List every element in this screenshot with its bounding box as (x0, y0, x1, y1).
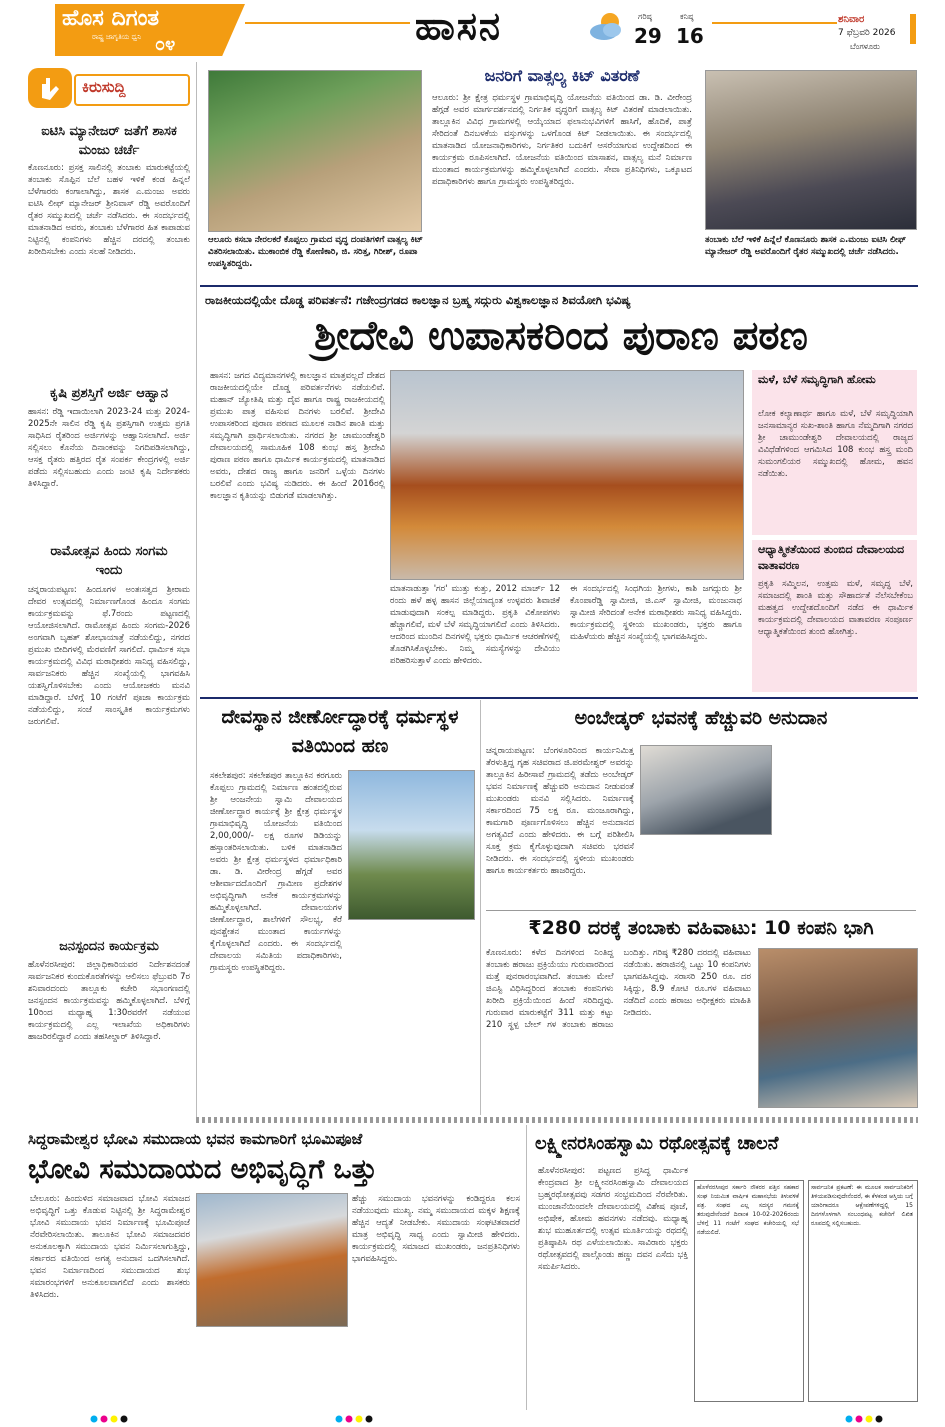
city-title: ಹಾಸನ (415, 4, 503, 48)
box1-title: ಮಳೆ, ಬೆಳೆ ಸಮೃದ್ಧಿಗಾಗಿ ಹೋಮ (758, 373, 876, 386)
top-right-photo (705, 70, 917, 230)
bhovi-col2: ಹೆಚ್ಚು ಸಮುದಾಯ ಭವನಗಳನ್ನು ಕಂಡಿದ್ದರೂ ಕಲಸ ನಡೆಯುವುದು ಮುಖ್ಯ. ನಮ್ಮ ಸಮುದಾಯದ ಮಕ್ಕಳ ಶಿಕ್ಷಣಕ್ಕೆ ಹೆಚ್ಚಿನ ಆದ್ಯತೆ ನೀಡಬೇಕು. ಸಮುದಾಯ ಸಂಘಟಿತವಾದರೆ ಮಾತ್ರ ಅಭಿವೃದ್ಧಿ ಸಾಧ್ಯ ಎಂದು ಸ್ವಾಮೀಜಿ ಹೇಳಿದರು. ಕಾರ್ಯಕ್ರಮದಲ್ಲಿ ಸಮಾಜದ ಮುಖಂಡರು, ಜನಪ್ರತಿನಿಧಿಗಳು ಭಾಗವಹಿಸಿದ್ದರು. (352, 1194, 520, 1264)
s1-title: ಐಟಿಸಿ ಮ್ಯಾನೇಜರ್ ಜತೆಗೆ ಶಾಸಕ ಮಂಜು ಚರ್ಚೆ (41, 124, 177, 158)
sidebar (28, 62, 191, 1117)
top-left-photo (208, 70, 422, 232)
s3-body: ಚನ್ನರಾಯಪಟ್ಟಣ: ಹಿಂದೂಗಳ ಅಂತಃಸತ್ವದ ಶ್ರೀರಾಮ ದೇವರ ಉತ್ಸವದಲ್ಲಿ ನಿರ್ಮಾಣಗೊಂಡ ಹಿಂದೂ ಸಂಗಮ ಕಾರ್ಯಕ್ರಮವನ್ನು ಫೆ.7ರಂದು ಪಟ್ಟಣದಲ್ಲಿ ಆಯೋಜಿಸಲಾಗಿದೆ. ರಾಮೋತ್ಸವ ಹಿಂದು ಸಂಗಮ-2026 ಅಂಗವಾಗಿ ಬೃಹತ್ ಶೋಭಾಯಾತ್ರೆ ನಡೆಯಲಿದ್ದು, ನಗರದ ಪ್ರಮುಖ ಬೀದಿಗಳಲ್ಲಿ ಮೆರವಣಿಗೆ ಸಾಗಲಿದೆ. ಧಾರ್ಮಿಕ ಸಭಾ ಕಾರ್ಯಕ್ರಮದಲ್ಲಿ ವಿವಿಧ ಮಠಾಧೀಶರು ಸಾನಿಧ್ಯ ವಹಿಸಲಿದ್ದು, ಸಾರ್ವಜನಿಕರು ಹೆಚ್ಚಿನ ಸಂಖ್ಯೆಯಲ್ಲಿ ಭಾಗವಹಿಸಿ ಯಶಸ್ವಿಗೊಳಿಸಬೇಕು ಎಂದು ಆಯೋಜಕರು ಮನವಿ ಮಾಡಿದ್ದಾರೆ. ಬೆಳಿಗ್ಗೆ 10 ಗಂಟೆಗೆ ಪೂಜಾ ಕಾರ್ಯಕ್ರಮ ನಡೆಯಲಿದ್ದು, ಸಂಜೆ ಸಾಂಸ್ಕೃತಿಕ ಕಾರ್ಯಕ್ರಮಗಳು ಜರುಗಲಿವೆ. (28, 585, 190, 727)
min-temp-label: ಕನಿಷ್ಠ (680, 12, 694, 21)
notice-1-text: ಹೊಳೆನರಸೀಪುರ ಸರ್ಕಾರಿ ನೌಕರರ ಪತ್ತಿನ ಸಹಕಾರ ಸಂಘ ನಿಯಮಿತ ವಾರ್ಷಿಕ ಮಹಾಸಭೆಯ ತಿಳುವಳಿಕೆ ಪತ್ರ. ಸಂಘದ ಎಲ್ಲ ಸದಸ್ಯರ ಗಮನಕ್ಕೆ ತರುವುದೇನೆಂದರೆ ದಿನಾಂಕ 10-02-2026ರಂದು ಬೆಳಿಗ್ಗೆ 11 ಗಂಟೆಗೆ ಸಂಘದ ಕಚೇರಿಯಲ್ಲಿ ಸಭೆ ನಡೆಯಲಿದೆ. (697, 1184, 799, 1236)
kirusuddi-label: ಕಿರುಸುದ್ದಿ (82, 78, 126, 96)
main-kicker: ರಾಜಕೀಯದಲ್ಲಿಯೇ ದೊಡ್ಡ ಪರಿವರ್ತನೆ: ಗಜೇಂದ್ರಗಡದ ಕಾಲಜ್ಞಾನ ಬ್ರಹ್ಮ ಸದ್ಗುರು ವಿಶ್ವಕಾಲಜ್ಞಾನ ಶಿವಯೋಗಿ ಭವಿಷ್ಯ (205, 293, 631, 307)
temple-headline: ದೇವಸ್ಥಾನ ಜೀರ್ಣೋದ್ಧಾರಕ್ಕೆ ಧರ್ಮಸ್ಥಳ ವತಿಯಿಂದ ಹಣ (221, 706, 459, 757)
temple-photo (348, 770, 475, 920)
box2-body: ಪ್ರಕೃತಿ ಸಮ್ಮಿಲನ, ಉತ್ತಮ ಮಳೆ, ಸಮೃದ್ಧ ಬೆಳೆ, ಸಮಾಜದಲ್ಲಿ ಶಾಂತಿ ಮತ್ತು ಸೌಹಾರ್ದತೆ ನೆಲೆಸಬೇಕೆಂಬ ಮಹತ್ವದ ಉದ್ದೇಶದೊಂದಿಗೆ ನಡೆದ ಈ ಧಾರ್ಮಿಕ ಕಾರ್ಯಕ್ರಮದಲ್ಲಿ ದೇವಾಲಯದ ವಾತಾವರಣ ಸಂಪೂರ್ಣ ಆಧ್ಯಾತ್ಮಿಕತೆಯಿಂದ ತುಂಬಿ ಹೋಗಿತ್ತು. (758, 579, 913, 637)
top-left-caption: ಆಲೂರು ಕಸಬಾ ನೇರಲಕರೆ ಕೊಪ್ಪಲು ಗ್ರಾಮದ ವೃದ್ಧ ದಂಪತಿಗಳಿಗೆ ವಾತ್ಸಲ್ಯ ಕಿಟ್ ವಿತರಿಸಲಾಯಿತು. ಮುಕಾಂಬಿಕ ರೆಡ್ಡಿ ಕೋಣಿಕಾರಿ, ಜಿ. ಸರಿತ್ತ, ಗಿರೀಶ್, ರೂಪಾ ಉಪಸ್ಥಿತರಿದ್ದರು. (208, 235, 423, 269)
main-photo (390, 370, 744, 580)
top-middle-headline: ಜನರಿಗೆ ವಾತ್ಸಲ್ಯ ಕಿಟ್ ವಿತರಣೆ (484, 66, 640, 85)
lakshmi-headline: ಲಕ್ಷ್ಮೀನರಸಿಂಹಸ್ವಾಮಿ ರಥೋತ್ಸವಕ್ಕೆ ಚಾಲನೆ (535, 1133, 779, 1154)
s4-body: ಹೊಳೆನರಸೀಪುರ: ಜಿಲ್ಲಾಧಿಕಾರಿಯವರ ನಿರ್ದೇಶನದಂತೆ ಸಾರ್ವಜನಿಕರ ಕುಂದುಕೊರತೆಗಳನ್ನು ಆಲಿಸಲು ಫೆಬ್ರುವರಿ 7ರ ಶನಿವಾರದಂದು ತಾಲ್ಲೂಕು ಕಚೇರಿ ಸಭಾಂಗಣದಲ್ಲಿ ಜನಸ್ಪಂದನ ಕಾರ್ಯಕ್ರಮವನ್ನು ಹಮ್ಮಿಕೊಳ್ಳಲಾಗಿದೆ. ಬೆಳಿಗ್ಗೆ 10ರಿಂದ ಮಧ್ಯಾಹ್ನ 1:30ರವರೆಗೆ ನಡೆಯುವ ಕಾರ್ಯಕ್ರಮದಲ್ಲಿ ಎಲ್ಲ ಇಲಾಖೆಯ ಅಧಿಕಾರಿಗಳು ಹಾಜರಿರಲಿದ್ದಾರೆ ಎಂದು ತಹಸೀಲ್ದಾರ್ ತಿಳಿಸಿದ್ದಾರೆ. (28, 960, 190, 1042)
main-col1: ಹಾಸನ: ಜಗದ ವಿದ್ಯಮಾನಗಳಲ್ಲಿ ಕಾಲಜ್ಞಾನ ಮಾತ್ರವಲ್ಲದೆ ದೇಶದ ರಾಜಕೀಯದಲ್ಲಿಯೇ ದೊಡ್ಡ ಪರಿವರ್ತನೆಗಳು ನಡೆಯಲಿವೆ. ಮಹಾನ್ ಜ್ಯೋತಿಷಿ ಮತ್ತು ದೈವ ಹಾಗೂ ರಾಷ್ಟ್ರ ರಾಜಕೀಯದಲ್ಲಿ ಪ್ರಮುಖ ಪಾತ್ರ ವಹಿಸುವ ದಿನಗಳು ಬರಲಿವೆ. ಶ್ರೀದೇವಿ ಉಪಾಸಕರಿಂದ ಪುರಾಣ ಪಠಣದ ಮೂಲಕ ನಾಡಿನ ಶಾಂತಿ ಮತ್ತು ಸಮೃದ್ಧಿಗಾಗಿ ಪ್ರಾರ್ಥಿಸಲಾಯಿತು. ನಗರದ ಶ್ರೀ ಚಾಮುಂಡೇಶ್ವರಿ ದೇವಾಲಯದಲ್ಲಿ ಸಾಮೂಹಿಕ 108 ಕುಂಭ ಹಸ್ತ ಶ್ರೀದೇವಿ ಪುರಾಣ ಪಠಣ ಹಾಗೂ ಧಾರ್ಮಿಕ ಕಾರ್ಯಕ್ರಮದಲ್ಲಿ ಮಾತನಾಡಿದ ಅವರು, ದೇಶದ ರಾಜ್ಯ ಹಾಗೂ ಜನರಿಗೆ ಒಳ್ಳೆಯ ದಿನಗಳು ಬರಲಿವೆ ಎಂದು ಭವಿಷ್ಯ ನುಡಿದರು. ಈ ಹಿಂದೆ 2016ರಲ್ಲಿ ಕಾಲಜ್ಞಾನ ಕೃತಿಯನ್ನು ಬಿಡುಗಡೆ ಮಾಡಲಾಗಿತ್ತು. (210, 371, 385, 501)
max-temp: 29 (634, 24, 662, 48)
box1-body: ಲೋಕ ಕಲ್ಯಾಣಾರ್ಥ ಹಾಗೂ ಮಳೆ, ಬೆಳೆ ಸಮೃದ್ಧಿಯಾಗಿ ಜನಸಾಮಾನ್ಯರ ಸುಖ-ಶಾಂತಿ ಹಾಗೂ ನೆಮ್ಮದಿಗಾಗಿ ನಗರದ ಶ್ರೀ ಚಾಮುಂಡೇಶ್ವರಿ ದೇವಾಲಯದಲ್ಲಿ ರಾಜ್ಯದ ವಿವಿಧೆಡೆಗಳಿಂದ ಆಗಮಿಸಿದ 108 ಕುಂಭ ಹಸ್ತ್ರ ಮಂದಿ ಸುಮಂಗಲಿಯರ ಸಮ್ಮುಖದಲ್ಲಿ ಹೋಮ, ಹವನ ನಡೆಯಿತು. (758, 409, 913, 479)
weather-icon (588, 10, 626, 42)
top-middle-body: ಆಲೂರು: ಶ್ರೀ ಕ್ಷೇತ್ರ ಧರ್ಮಸ್ಥಳ ಗ್ರಾಮಾಭಿವೃದ್ಧಿ ಯೋಜನೆಯ ವತಿಯಿಂದ ಡಾ. ಡಿ. ವೀರೇಂದ್ರ ಹೆಗ್ಗಡೆ ಅವರ ಮಾರ್ಗದರ್ಶನದಲ್ಲಿ ನಿರ್ಗತಿಕ ವೃದ್ಧರಿಗೆ ವಾತ್ಸಲ್ಯ ಕಿಟ್ ವಿತರಣೆ ಮಾಡಲಾಯಿತು. ತಾಲ್ಲೂಕಿನ ವಿವಿಧ ಗ್ರಾಮಗಳಲ್ಲಿ ಆಯ್ಕೆಯಾದ ಫಲಾನುಭವಿಗಳಿಗೆ ಹಾಸಿಗೆ, ಹೊದಿಕೆ, ಪಾತ್ರೆ ಸೇರಿದಂತೆ ದಿನಬಳಕೆಯ ವಸ್ತುಗಳನ್ನು ಒಳಗೊಂಡ ಕಿಟ್ ನೀಡಲಾಯಿತು. ಈ ಸಂದರ್ಭದಲ್ಲಿ ಮಾತನಾಡಿದ ಯೋಜನಾಧಿಕಾರಿಗಳು, ನಿರ್ಗತಿಕರ ಬದುಕಿಗೆ ಆಸರೆಯಾಗುವ ಉದ್ದೇಶದಿಂದ ಈ ಕಾರ್ಯಕ್ರಮ ರೂಪಿಸಲಾಗಿದೆ. ಯೋಜನೆಯ ವತಿಯಿಂದ ಮಾಸಾಶನ, ವಾತ್ಸಲ್ಯ ಮನೆ ನಿರ್ಮಾಣ ಮುಂತಾದ ಕಾರ್ಯಕ್ರಮಗಳನ್ನು ಹಮ್ಮಿಕೊಳ್ಳಲಾಗಿದೆ ಎಂದರು. ಸೇವಾ ಪ್ರತಿನಿಧಿಗಳು, ಒಕ್ಕೂಟದ ಪದಾಧಿಕಾರಿಗಳು ಹಾಗೂ ಗ್ರಾಮಸ್ಥರು ಉಪಸ್ಥಿತರಿದ್ದರು. (432, 93, 692, 187)
s3-title: ರಾಮೋತ್ಸವ ಹಿಂದು ಸಂಗಮ ಇಂದು (50, 544, 168, 578)
main-col3: ಈ ಸಂದರ್ಭದಲ್ಲಿ ಸಿಂಧಗಿಯ ಶ್ರೀಗಳು, ಕಾಶಿ ಜಗದ್ಗುರು ಶ್ರೀ ಕೊಂಪಾರೆಡ್ಡಿ ಸ್ವಾಮೀಜಿ, ಜಿ.ಎಸ್ ಸ್ವಾಮೀಜಿ, ಮಂಜುನಾಥ ಸ್ವಾಮೀಜಿ ಸೇರಿದಂತೆ ಅನೇಕ ಮಠಾಧೀಶರು ಸಾನಿಧ್ಯ ವಹಿಸಿದ್ದರು. ಕಾರ್ಯಕ್ರಮದಲ್ಲಿ ಸ್ಥಳೀಯ ಮುಖಂಡರು, ಭಕ್ತರು ಹಾಗೂ ಮಹಿಳೆಯರು ಹೆಚ್ಚಿನ ಸಂಖ್ಯೆಯಲ್ಲಿ ಭಾಗವಹಿಸಿದ್ದರು. (570, 584, 742, 642)
min-temp: 16 (676, 24, 704, 48)
ambedkar-headline: ಅಂಬೇಡ್ಕರ್ ಭವನಕ್ಕೆ ಹೆಚ್ಚುವರಿ ಅನುದಾನ (574, 707, 828, 729)
notice-2-text: ಸಾರ್ವಜನಿಕ ಪ್ರಕಟಣೆ: ಈ ಮೂಲಕ ಸಾರ್ವಜನಿಕರಿಗೆ ತಿಳಿಯಪಡಿಸುವುದೇನೆಂದರೆ, ಈ ಕೆಳಕಂಡ ಆಸ್ತಿಯ ಬಗ್ಗೆ ಯಾರಿಗಾದರೂ ಆಕ್ಷೇಪಣೆಗಳಿದ್ದಲ್ಲಿ 15 ದಿನಗಳೊಳಗಾಗಿ ಸಂಬಂಧಪಟ್ಟ ಕಚೇರಿಗೆ ಲಿಖಿತ ರೂಪದಲ್ಲಿ ಸಲ್ಲಿಸಬಹುದು. (811, 1184, 913, 1227)
registration-dots-right (845, 1408, 905, 1416)
tobacco-headline: ₹280 ದರಕ್ಕೆ ತಂಬಾಕು ವಹಿವಾಟು: 10 ಕಂಪನಿ ಭಾಗಿ (528, 917, 874, 939)
registration-dots-left (90, 1408, 150, 1416)
s4-title: ಜನಸ್ಪಂದನ ಕಾರ್ಯಕ್ರಮ (59, 939, 159, 954)
logo-text: ಹೊಸ ದಿಗಂತ (62, 6, 160, 31)
edition-label: ಬೆಂಗಳೂರು (850, 42, 880, 51)
bhovi-col1: ಬೇಲೂರು: ಹಿಂದುಳಿದ ಸಮಾಜವಾದ ಭೋವಿ ಸಮಾಜದ ಅಭಿವೃದ್ಧಿಗೆ ಒತ್ತು ಕೊಡುವ ನಿಟ್ಟಿನಲ್ಲಿ ಶ್ರೀ ಸಿದ್ಧರಾಮೇಶ್ವರ ಭೋವಿ ಸಮುದಾಯ ಭವನ ನಿರ್ಮಾಣಕ್ಕೆ ಭೂಮಿಪೂಜೆ ನೆರವೇರಿಸಲಾಯಿತು. ತಾಲೂಕಿನ ಭೋವಿ ಸಮಾಜದವರ ಅನುಕೂಲಕ್ಕಾಗಿ ಸಮುದಾಯ ಭವನ ನಿರ್ಮಿಸಲಾಗುತ್ತಿದ್ದು, ಸರ್ಕಾರದ ವತಿಯಿಂದ ಅಗತ್ಯ ಅನುದಾನ ಒದಗಿಸಲಾಗಿದೆ. ಭವನ ನಿರ್ಮಾಣದಿಂದ ಸಮುದಾಯದ ಶುಭ ಸಮಾರಂಭಗಳಿಗೆ ಅನುಕೂಲವಾಗಲಿದೆ ಎಂದು ಶಾಸಕರು ತಿಳಿಸಿದರು. (30, 1194, 190, 1300)
tobacco-photo (758, 948, 918, 1108)
day-label: ಶನಿವಾರ (838, 14, 865, 25)
main-col2: ಮಾತನಾಡುತ್ತಾ 'ಗರ' ಮುತ್ತು ಕುತ್ತು, 2012 ಮಾರ್ಚ್ 12 ರಂದು ಹಳೆ ಹಳ್ಳ ಹಾಸನ ಜಿಲ್ಲೆಯಾದ್ಯಂತ ಉಳ್ಳವರು ಶಿವಾಜಿಕೆ ಮಾಡುವುದಾಗಿ ಸಂಕಲ್ಪ ಮಾಡಿದ್ದರು. ಪ್ರಕೃತಿ ವಿಕೋಪಗಳು ಹೆಚ್ಚಾಗಲಿವೆ, ಮಳೆ ಬೆಳೆ ಸಮೃದ್ಧಿಯಾಗಲಿದೆ ಎಂದು ತಿಳಿಸಿದರು. ಆದರಿಂದ ಮುಂದಿನ ದಿನಗಳಲ್ಲಿ ಭಕ್ತರು ಧಾರ್ಮಿಕ ಆಚರಣೆಗಳಲ್ಲಿ ತೊಡಗಿಸಿಕೊಳ್ಳಬೇಕು. ನಿಮ್ಮ ಸಮಸ್ಯೆಗಳನ್ನು ದೇವಿಯು ಪರಿಹರಿಸುತ್ತಾಳೆ ಎಂದು ಹೇಳಿದರು. (390, 584, 560, 666)
bhovi-headline: ಭೋವಿ ಸಮುದಾಯದ ಅಭಿವೃದ್ಧಿಗೆ ಒತ್ತು (28, 1154, 377, 1185)
section-divider (196, 1117, 918, 1123)
page-number: ೦೪ (155, 34, 176, 55)
main-headline: ಶ್ರೀದೇವಿ ಉಪಾಸಕರಿಂದ ಪುರಾಣ ಪಠಣ (314, 313, 808, 359)
box2-title: ಆಧ್ಯಾತ್ಮಿಕತೆಯಿಂದ ತುಂಬಿದ ದೇವಾಲಯದ ವಾತಾವರಣ (758, 543, 905, 572)
s2-body: ಹಾಸನ: ರೆಡ್ಡಿ ಇದಾಯಿಲಾಗಿ 2023-24 ಮತ್ತು 2024-2025ನೇ ಸಾಲಿನ ರೆಡ್ಡಿ ಕೃಷಿ ಪ್ರಶಸ್ತಿಗಾಗಿ ಉತ್ತಮ ಪ್ರಗತಿ ಸಾಧಿಸಿದ ರೈತರಿಂದ ಅರ್ಜಿಗಳನ್ನು ಆಹ್ವಾನಿಸಲಾಗಿದೆ. ಅರ್ಜಿ ಸಲ್ಲಿಸಲು ಕೊನೆಯ ದಿನಾಂಕವನ್ನು ನಿಗದಿಪಡಿಸಲಾಗಿದ್ದು, ಆಸಕ್ತ ರೈತರು ಹತ್ತಿರದ ರೈತ ಸಂಪರ್ಕ ಕೇಂದ್ರಗಳಲ್ಲಿ ಅರ್ಜಿ ಪಡೆದು ಸಲ್ಲಿಸಬಹುದು ಎಂದು ಜಂಟಿ ಕೃಷಿ ನಿರ್ದೇಶಕರು ತಿಳಿಸಿದ್ದಾರೆ. (28, 407, 190, 489)
s2-title: ಕೃಷಿ ಪ್ರಶಸ್ತಿಗೆ ಅರ್ಜಿ ಆಹ್ವಾನ (50, 386, 168, 401)
kirusuddi-badge (28, 68, 186, 108)
masthead (0, 0, 945, 58)
registration-dots-middle (335, 1408, 395, 1416)
max-temp-label: ಗರಿಷ್ಠ (638, 12, 652, 21)
bhovi-photo (196, 1193, 348, 1327)
ambedkar-body: ಚನ್ನರಾಯಪಟ್ಟಣ: ಬೆಂಗಳೂರಿನಿಂದ ಕಾರ್ಯನಿಮಿತ್ತ ತೆರಳುತ್ತಿದ್ದ ಗೃಹ ಸಚಿವರಾದ ಜಿ.ಪರಮೇಶ್ವರ್ ಅವರನ್ನು ತಾಲ್ಲೂಕಿನ ಹಿರೀಸಾವೆ ಗ್ರಾಮದಲ್ಲಿ ತಡೆದು ಅಂಬೇಡ್ಕರ್ ಭವನ ನಿರ್ಮಾಣಕ್ಕೆ ಹೆಚ್ಚುವರಿ ಅನುದಾನ ನೀಡುವಂತೆ ಮುಖಂಡರು ಮನವಿ ಸಲ್ಲಿಸಿದರು. ನಿರ್ಮಾಣಕ್ಕೆ ಸರ್ಕಾರದಿಂದ 75 ಲಕ್ಷ ರೂ. ಮಂಜೂರಾಗಿದ್ದು, ಕಾಮಗಾರಿ ಪೂರ್ಣಗೊಳಿಸಲು ಹೆಚ್ಚಿನ ಅನುದಾನದ ಅಗತ್ಯವಿದೆ ಎಂದು ಹೇಳಿದರು. ಈ ಬಗ್ಗೆ ಪರಿಶೀಲಿಸಿ ಸೂಕ್ತ ಕ್ರಮ ಕೈಗೊಳ್ಳುವುದಾಗಿ ಸಚಿವರು ಭರವಸೆ ನೀಡಿದರು. ಈ ಸಂದರ್ಭದಲ್ಲಿ ಸ್ಥಳೀಯ ಮುಖಂಡರು ಹಾಗೂ ಕಾರ್ಯಕರ್ತರು ಹಾಜರಿದ್ದರು. (486, 746, 634, 876)
lakshmi-body: ಹೊಳೆನರಸೀಪುರ: ಪಟ್ಟಣದ ಪ್ರಸಿದ್ಧ ಧಾರ್ಮಿಕ ಕೇಂದ್ರವಾದ ಶ್ರೀ ಲಕ್ಷ್ಮೀನರಸಿಂಹಸ್ವಾಮಿ ದೇವಾಲಯದ ಬ್ರಹ್ಮರಥೋತ್ಸವವು ಸಡಗರ ಸಂಭ್ರಮದಿಂದ ನೆರವೇರಿತು. ಮುಂಜಾನೆಯಿಂದಲೇ ದೇವಾಲಯದಲ್ಲಿ ವಿಶೇಷ ಪೂಜೆ, ಅಭಿಷೇಕ, ಹೋಮ ಹವನಗಳು ನಡೆದವು. ಮಧ್ಯಾಹ್ನ ಶುಭ ಮುಹೂರ್ತದಲ್ಲಿ ಉತ್ಸವ ಮೂರ್ತಿಯನ್ನು ರಥದಲ್ಲಿ ಪ್ರತಿಷ್ಠಾಪಿಸಿ ರಥ ಎಳೆಯಲಾಯಿತು. ಸಾವಿರಾರು ಭಕ್ತರು ರಥೋತ್ಸವದಲ್ಲಿ ಪಾಲ್ಗೊಂಡು ಹಣ್ಣು ದವನ ಎಸೆದು ಭಕ್ತಿ ಸಮರ್ಪಿಸಿದರು. (538, 1166, 688, 1272)
hand-icon (28, 68, 72, 108)
s1-body: ಕೊಣನೂರು: ಪ್ರಸಕ್ತ ಸಾಲಿನಲ್ಲಿ ತಂಬಾಕು ಮಾರುಕಟ್ಟೆಯಲ್ಲಿ ತಂಬಾಕು ಸೊಪ್ಪಿನ ಬೆಲೆ ಬಹಳ ಇಳಿಕೆ ಕಂಡ ಹಿನ್ನಲೆ ಬೆಳೆಗಾರರು ಕಂಗಾಲಾಗಿದ್ದು, ಶಾಸಕ ಎ.ಮಂಜು ಅವರು ಐಟಿಸಿ ಲೀಫ್ ಮ್ಯಾನೇಜರ್ ಶ್ರೀನಿವಾಸ್ ರೆಡ್ಡಿ ಅವರೊಂದಿಗೆ ರೈತರ ಸಮ್ಮುಖದಲ್ಲಿ ಚರ್ಚೆ ನಡೆಸಿದರು. ಈ ಸಂದರ್ಭದಲ್ಲಿ ಮಾತನಾಡಿದ ಅವರು, ತಂಬಾಕು ಬೆಳೆಗಾರರ ಹಿತ ಕಾಪಾಡುವ ನಿಟ್ಟಿನಲ್ಲಿ ಕಂಪನಿಗಳು ಹೆಚ್ಚಿನ ದರದಲ್ಲಿ ತಂಬಾಕು ಖರೀದಿಸಬೇಕು ಎಂದು ಸಲಹೆ ನೀಡಿದರು. (28, 163, 190, 257)
ambedkar-photo (640, 745, 772, 835)
date-label: 7 ಫೆಬ್ರವರಿ 2026 (838, 28, 896, 38)
bhovi-kicker: ಸಿದ್ಧರಾಮೇಶ್ವರ ಭೋವಿ ಸಮುದಾಯ ಭವನ ಕಾಮಗಾರಿಗೆ ಭೂಮಿಪೂಜೆ (28, 1130, 363, 1148)
top-right-caption: ತಂಬಾಕು ಬೆಲೆ ಇಳಿಕೆ ಹಿನ್ನೆಲೆ ಕೊಣನೂರು ಶಾಸಕ ಎ.ಮಂಜು ಐಟಿಸಿ ಲೀಫ್ ಮ್ಯಾನೇಜರ್ ರೆಡ್ಡಿ ಅವರೊಂದಿಗೆ ರೈತರ ಸಮ್ಮುಖದಲ್ಲಿ ಚರ್ಚೆ ನಡೆಸಿದರು. (705, 235, 907, 257)
tobacco-body: ಕೊಣನೂರು: ಕಳೆದ ದಿನಗಳಿಂದ ನಿಂತಿದ್ದ ತಂಬಾಕು ಹರಾಜು ಪ್ರಕ್ರಿಯೆಯು ಗುರುವಾರದಿಂದ ಮತ್ತೆ ಪುನರಾರಂಭವಾಗಿದೆ. ತಂಬಾಕು ಮೇಲೆ ಜಿಎಸ್ಟಿ ವಿಧಿಸಿದ್ದರಿಂದ ತಂಬಾಕು ಕಂಪನಿಗಳು ಖರೀದಿ ಪ್ರಕ್ರಿಯೆಯಿಂದ ಹಿಂದೆ ಸರಿದಿದ್ದವು. ಗುರುವಾರ ಮಾರುಕಟ್ಟೆಗೆ 311 ಮತ್ತು ಕಟ್ಟು 210 ಸ್ಥಳ್ಪ ಬೇಲ್ ಗಳ ತಂಬಾಕು ಹರಾಜು ಬಂದಿತ್ತು. ಗರಿಷ್ಠ ₹280 ದರದಲ್ಲಿ ವಹಿವಾಟು ನಡೆಯಿತು. ಹರಾಜಿನಲ್ಲಿ ಒಟ್ಟು 10 ಕಂಪನಿಗಳು ಭಾಗವಹಿಸಿದ್ದವು. ಸರಾಸರಿ 250 ರೂ. ದರ ಸಿಕ್ಕಿದ್ದು, 8.9 ಕೋಟಿ ರೂ.ಗಳ ವಹಿವಾಟು ನಡೆದಿದೆ ಎಂದು ಹರಾಜು ಅಧೀಕ್ಷಕರು ಮಾಹಿತಿ ನೀಡಿದರು. (486, 948, 751, 1030)
logo-tagline: ರಾಷ್ಟ್ರ ಜಾಗೃತಿಯ ಧ್ವನಿ (92, 33, 142, 41)
temple-body: ಸಕಲೇಶಪುರ: ಸಕಲೇಶಪುರ ತಾಲ್ಲೂಕಿನ ಕರಗೂರು ಕೊಪ್ಪಲು ಗ್ರಾಮದಲ್ಲಿ ನಿರ್ಮಾಣ ಹಂತದಲ್ಲಿರುವ ಶ್ರೀ ಆಂಜನೇಯ ಸ್ವಾಮಿ ದೇವಾಲಯದ ಜೀರ್ಣೋದ್ಧಾರ ಕಾರ್ಯಕ್ಕೆ ಶ್ರೀ ಕ್ಷೇತ್ರ ಧರ್ಮಸ್ಥಳ ಗ್ರಾಮಾಭಿವೃದ್ಧಿ ಯೋಜನೆಯ ವತಿಯಿಂದ 2,00,000/- ಲಕ್ಷ ರೂಗಳ ಡಿಡಿಯನ್ನು ಹಸ್ತಾಂತರಿಸಲಾಯಿತು. ಬಳಿಕ ಮಾತನಾಡಿದ ಅವರು ಶ್ರೀ ಕ್ಷೇತ್ರ ಧರ್ಮಸ್ಥಳದ ಧರ್ಮಾಧಿಕಾರಿ ಡಾ. ಡಿ. ವೀರೇಂದ್ರ ಹೆಗ್ಗಡೆ ಅವರ ಆಶೀರ್ವಾದದೊಂದಿಗೆ ಗ್ರಾಮೀಣ ಪ್ರದೇಶಗಳ ಅಭಿವೃದ್ಧಿಗಾಗಿ ಅನೇಕ ಕಾರ್ಯಕ್ರಮಗಳನ್ನು ಹಮ್ಮಿಕೊಳ್ಳಲಾಗಿದೆ. ದೇವಾಲಯಗಳ ಜೀರ್ಣೋದ್ಧಾರ, ಶಾಲೆಗಳಿಗೆ ಸೌಲಭ್ಯ, ಕೆರೆ ಪುನಶ್ಚೇತನ ಮುಂತಾದ ಕಾರ್ಯಗಳನ್ನು ಕೈಗೊಳ್ಳಲಾಗಿದೆ ಎಂದರು. ಈ ಸಂದರ್ಭದಲ್ಲಿ ದೇವಾಲಯ ಸಮಿತಿಯ ಪದಾಧಿಕಾರಿಗಳು, ಗ್ರಾಮಸ್ಥರು ಉಪಸ್ಥಿತರಿದ್ದರು. (210, 771, 342, 973)
